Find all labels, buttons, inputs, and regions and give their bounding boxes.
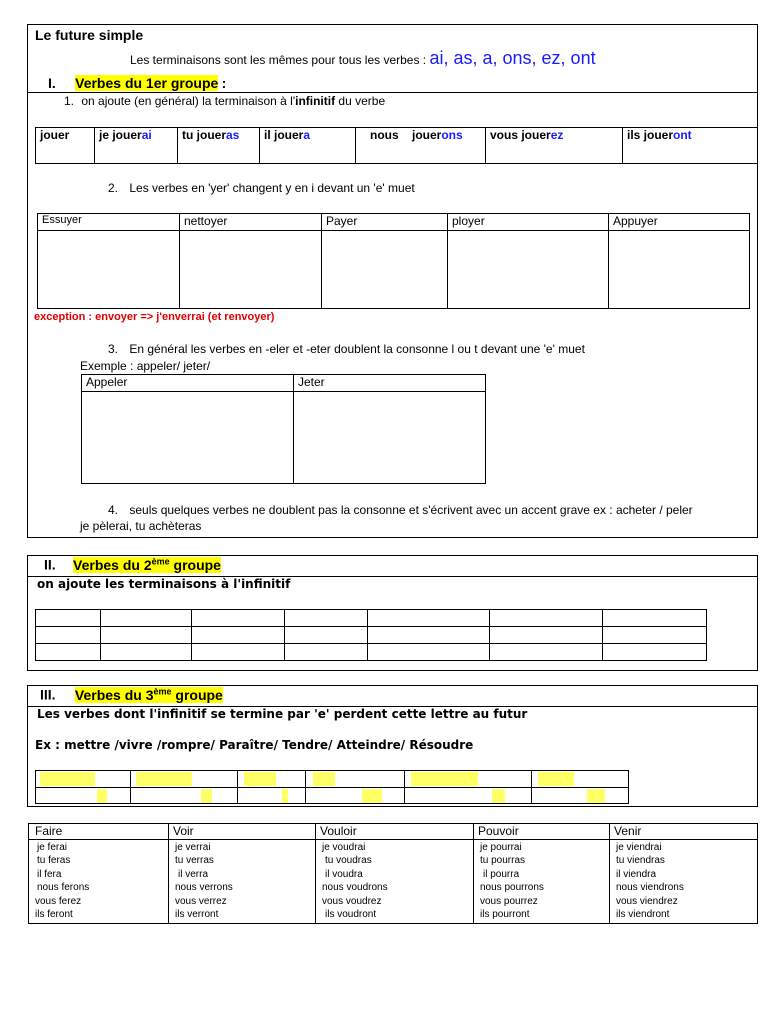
irregular-column: je viendrai tu viendras il viendra nous viendrons vous viendrez ils viendront — [610, 840, 758, 924]
grid-cell[interactable] — [368, 644, 490, 661]
item4-line2: je pèlerai, tu achèteras — [80, 519, 202, 533]
grid-cell[interactable] — [490, 610, 603, 627]
yer-cell[interactable] — [38, 231, 180, 309]
grid-cell[interactable] — [36, 771, 131, 788]
grid-cell[interactable] — [36, 610, 101, 627]
jouer-cell: jouer — [36, 128, 95, 164]
yer-cell[interactable] — [180, 231, 322, 309]
grid-cell[interactable] — [192, 627, 285, 644]
section2-grid — [35, 609, 707, 661]
item2-text: 2. Les verbes en 'yer' changent y en i devant un 'e' muet — [108, 181, 415, 195]
grid-cell[interactable] — [36, 627, 101, 644]
eler-header: Jeter — [294, 375, 486, 392]
section2-title: Verbes du 2ème groupe — [73, 556, 221, 573]
yer-header: nettoyer — [180, 214, 322, 231]
page-title: Le future simple — [35, 27, 144, 43]
grid-cell[interactable] — [101, 644, 192, 661]
yer-header: Essuyer — [38, 214, 180, 231]
item4-text: 4. seuls quelques verbes ne doublent pas la consonne et s'écrivent avec un accent grave ex : acheter / peler — [108, 503, 693, 517]
grid-cell[interactable] — [490, 627, 603, 644]
jouer-cell: je jouerai — [95, 128, 178, 164]
irregular-header: Voir — [169, 824, 316, 840]
grid-cell[interactable] — [101, 610, 192, 627]
grid-cell[interactable] — [603, 610, 707, 627]
grid-cell[interactable] — [285, 644, 368, 661]
grid-cell[interactable] — [368, 627, 490, 644]
section1-title: Verbes du 1er groupe — [75, 75, 219, 91]
irregular-header: Venir — [610, 824, 758, 840]
grid-cell[interactable] — [532, 788, 629, 804]
grid-cell[interactable] — [306, 771, 405, 788]
grid-cell[interactable] — [405, 771, 532, 788]
yer-table — [37, 213, 750, 309]
eler-cell[interactable] — [294, 392, 486, 484]
exception-note: exception : envoyer => j'enverrai (et renvoyer) — [34, 311, 275, 323]
grid-cell[interactable] — [306, 788, 405, 804]
item1-before: on ajoute (en général) la terminaison à l' — [81, 94, 296, 108]
irregular-column: je verrai tu verras il verra nous verrons vous verrez ils verront — [169, 840, 316, 924]
intro-endings: ai, as, a, ons, ez, ont — [429, 48, 596, 68]
yer-header: Payer — [322, 214, 448, 231]
grid-cell[interactable] — [192, 610, 285, 627]
irregular-table — [28, 823, 758, 924]
yer-header: Appuyer — [609, 214, 750, 231]
grid-cell[interactable] — [238, 771, 306, 788]
section3-title: Verbes du 3ème groupe — [74, 686, 223, 703]
eler-cell[interactable] — [82, 392, 294, 484]
intro-line — [130, 48, 596, 69]
section1-colon: : — [221, 75, 227, 91]
grid-cell[interactable] — [532, 771, 629, 788]
jouer-cell: vous jouerez — [486, 128, 623, 164]
irregular-column: je pourrai tu pourras il pourra nous pourrons vous pourrez ils pourront — [474, 840, 610, 924]
grid-cell[interactable] — [101, 627, 192, 644]
jouer-cell: tu joueras — [178, 128, 260, 164]
grid-cell[interactable] — [36, 788, 131, 804]
eler-header: Appeler — [82, 375, 294, 392]
irregular-column: je voudrai tu voudras il voudra nous voudrons vous voudrez ils voudront — [316, 840, 474, 924]
section3-examples: Ex : mettre /vivre /rompre/ Paraître/ Tendre/ Atteindre/ Résoudre — [35, 738, 474, 752]
irregular-header: Faire — [29, 824, 169, 840]
section3-grid — [35, 770, 629, 804]
item3-text: 3. En général les verbes en -eler et -eter doublent la consonne l ou t devant une 'e' muet — [108, 342, 585, 356]
intro-text: Les terminaisons sont les mêmes pour tous les verbes : — [130, 53, 427, 67]
section2-heading: II. Verbes du 2ème groupe — [44, 556, 221, 573]
grid-cell[interactable] — [603, 627, 707, 644]
grid-cell[interactable] — [285, 627, 368, 644]
jouer-cell: il jouera — [260, 128, 356, 164]
grid-cell[interactable] — [238, 788, 306, 804]
section3-heading: III. Verbes du 3ème groupe — [40, 686, 223, 703]
grid-cell[interactable] — [490, 644, 603, 661]
yer-cell[interactable] — [322, 231, 448, 309]
item1-number: 1. — [64, 94, 75, 108]
yer-cell[interactable] — [609, 231, 750, 309]
grid-cell[interactable] — [368, 610, 490, 627]
eler-table — [81, 374, 486, 484]
jouer-table — [35, 127, 758, 164]
grid-cell[interactable] — [405, 788, 532, 804]
jouer-cell: ils joueront — [623, 128, 758, 164]
section3-subtitle: Les verbes dont l'infinitif se termine par 'e' perdent cette lettre au futur — [37, 707, 528, 721]
grid-cell[interactable] — [131, 788, 238, 804]
yer-header: ployer — [448, 214, 609, 231]
item1-bold: infinitif — [295, 94, 336, 108]
section1-heading — [48, 75, 226, 91]
irregular-column: je ferai tu feras il fera nous ferons vous ferez ils feront — [29, 840, 169, 924]
item1-text — [64, 94, 385, 108]
section2-subtitle: on ajoute les terminaisons à l'infinitif — [37, 577, 291, 591]
section1-number: I. — [48, 75, 56, 91]
grid-cell[interactable] — [36, 644, 101, 661]
jouer-cell: nous jouerons — [356, 128, 486, 164]
grid-cell[interactable] — [131, 771, 238, 788]
exemple-text: Exemple : appeler/ jeter/ — [80, 359, 211, 373]
section1-heading-rule — [27, 92, 758, 93]
grid-cell[interactable] — [285, 610, 368, 627]
grid-cell[interactable] — [192, 644, 285, 661]
irregular-header: Vouloir — [316, 824, 474, 840]
grid-cell[interactable] — [603, 644, 707, 661]
yer-cell[interactable] — [448, 231, 609, 309]
irregular-header: Pouvoir — [474, 824, 610, 840]
item1-after: du verbe — [335, 94, 386, 108]
